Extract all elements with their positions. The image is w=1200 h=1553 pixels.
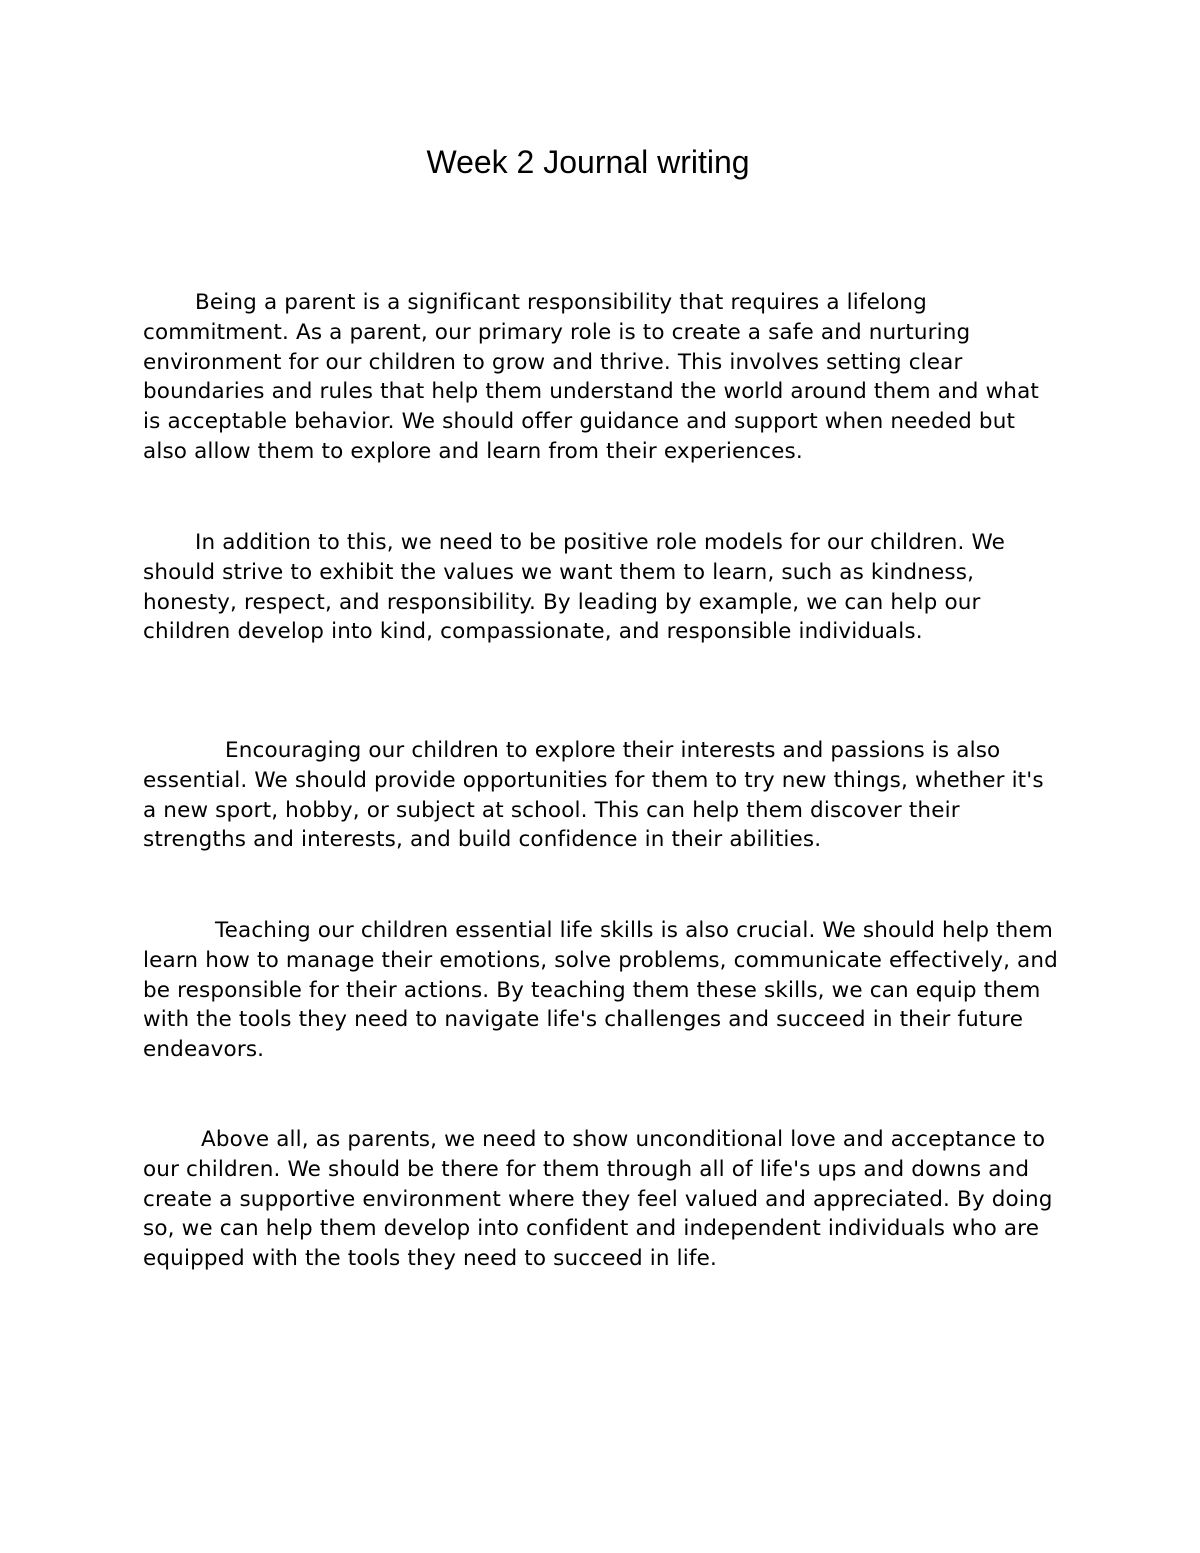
document-title: Week 2 Journal writing (426, 144, 750, 180)
paragraph-life-skills: Teaching our children essential life skills is also crucial. We should help them learn how to manage their emotions, solve problems, communicate effectively, and be responsible for their actions. By teaching them these skills, we can equip them with the tools they need to navigate life's challenges and succeed in their future endeavors. (143, 918, 1058, 1063)
paragraph-interests-passions: Encouraging our children to explore their interests and passions is also essential. We should provide opportunities for them to try new things, whether it's a new sport, hobby, or subject at school. This can help them discover their strengths and interests, and build confidence in their abilities. (143, 738, 1044, 853)
paragraph-parenting-responsibility: Being a parent is a significant responsibility that requires a lifelong commitment. As a parent, our primary role is to create a safe and nurturing environment for our children to grow and thrive. This involves setting clear boundaries and rules that help them understand the world around them and what is acceptable behavior. We should offer guidance and support when needed but also allow them to explore and learn from their experiences. (143, 290, 1039, 464)
paragraph-unconditional-love: Above all, as parents, we need to show unconditional love and acceptance to our children. We should be there for them through all of life's ups and downs and create a supportive environment where they feel valued and appreciated. By doing so, we can help them develop into confident and independent individuals who are equipped with the tools they need to succeed in life. (143, 1127, 1053, 1272)
paragraph-role-models: In addition to this, we need to be positive role models for our children. We should strive to exhibit the values we want them to learn, such as kindness, honesty, respect, and responsibility. By leading by example, we can help our children develop into kind, compassionate, and responsible individuals. (143, 530, 1006, 645)
